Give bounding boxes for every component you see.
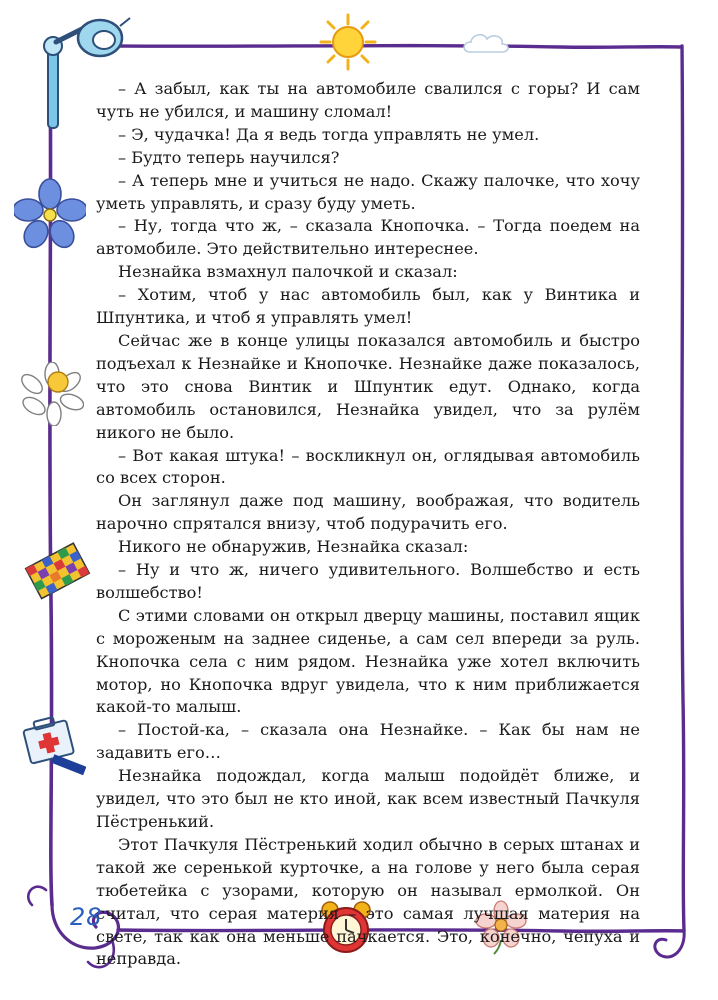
paragraph: – Постой-ка, – сказала она Незнайке. – Как бы нам не задавить его… (96, 720, 640, 763)
paragraph: Сейчас же в конце улицы показался автомобиль и быстро подъехал к Незнайке и Кнопочке. Незнайке даже показалось, что это снова Винтик и Шпунтик едут. Однако, когда автомобиль остановился, Незнайка увидел, что за рулём никого не было. (96, 330, 640, 442)
page-body-text (96, 78, 640, 971)
paragraph: Незнайка подождал, когда малыш подойдёт ближе, и увидел, что это был не кто иной, как всем известный Пачкуля Пёстренький. (96, 766, 640, 831)
paragraph: Незнайка взмахнул палочкой и сказал: (118, 262, 458, 282)
first-aid-kit-icon (20, 712, 86, 782)
paragraph: – Ну, тогда что ж, – сказала Кнопочка. – Тогда поедем на автомобиле. Это действительно интереснее. (96, 216, 640, 259)
page-number: 28 (70, 903, 103, 931)
paragraph: – Вот какая штука! – воскликнул он, оглядывая автомобиль со всех сторон. (96, 445, 640, 488)
paragraph: – Хотим, чтоб у нас автомобиль был, как у Винтика и Шпунтика, и чтоб я управлять умел! (96, 285, 640, 328)
paragraph: Этот Пачкуля Пёстренький ходил обычно в серых штанах и такой же серенькой курточке, а на голове у него была серая тюбетейка с узорами, которую он называл ермолкой. Он считал, что серая материя – это самая лучшая материя на свете, так как она меньше пачкается. Это, конечно, чепуха и неправда. (96, 834, 640, 969)
paragraph: Никого не обнаружив, Незнайка сказал: (118, 537, 469, 557)
paragraph: – Ну и что ж, ничего удивительного. Волшебство и есть волшебство! (96, 560, 640, 602)
paragraph: С этими словами он открыл дверцу машины, поставил ящик с мороженым на заднее сиденье, а сам сел впереди за руль. Кнопочка села с ним рядом. Незнайка уже хотел включить мотор, но Кнопочка вдруг увидела, что к ним приближается какой-то малыш. (96, 605, 640, 717)
paragraph: – Будто теперь научился? (118, 147, 340, 167)
paragraph: Он заглянул даже под машину, воображая, что водитель нарочно спрятался внизу, чтоб подурачить его. (96, 491, 640, 534)
paragraph: – А забыл, как ты на автомобиле свалился с горы? И сам чуть не убился, и машину сломал! (96, 79, 640, 121)
checkered-flag-icon (22, 540, 92, 600)
blue-flower-icon (14, 178, 86, 250)
paragraph: – А теперь мне и учиться не надо. Скажу палочке, что хочу уметь управлять, и сразу буду уметь. (96, 170, 640, 213)
daisy-icon (20, 362, 84, 426)
cloud-icon (462, 30, 512, 56)
paragraph: – Э, чудачка! Да я ведь тогда управлять не умел. (118, 124, 540, 144)
sun-icon (316, 12, 380, 72)
